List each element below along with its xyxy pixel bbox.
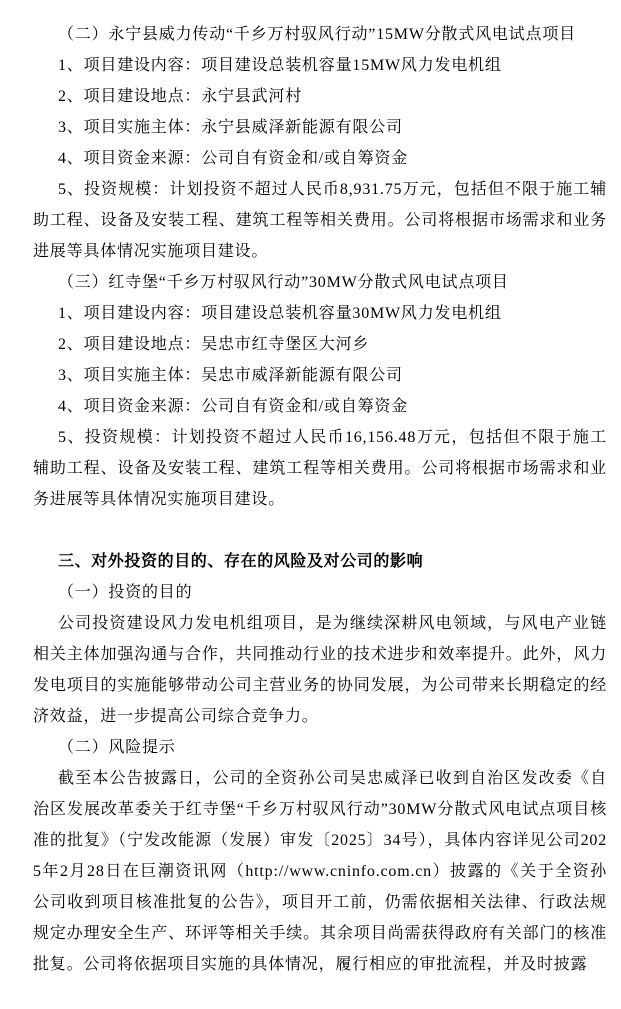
project3-investment-scale: 5、投资规模：计划投资不超过人民币16,156.48万元，包括但不限于施工辅助工程、设备及安装工程、建筑工程等相关费用。公司将根据市场需求和业务进展等具体情况实施项目建设。 bbox=[33, 429, 607, 508]
section-heading-project-3: （三）红寺堡“千乡万村驭风行动”30MW分散式风电试点项目 bbox=[58, 274, 509, 291]
heading-purpose-risk-impact: 三、对外投资的目的、存在的风险及对公司的影响 bbox=[58, 553, 424, 570]
project3-construction-content: 1、项目建设内容：项目建设总装机容量30MW风力发电机组 bbox=[58, 305, 502, 322]
project2-implementing-entity: 3、项目实施主体：永宁县威泽新能源有限公司 bbox=[58, 119, 403, 136]
subheading-investment-purpose: （一）投资的目的 bbox=[58, 584, 193, 601]
project2-funding-source: 4、项目资金来源：公司自有资金和/或自筹资金 bbox=[58, 150, 409, 167]
project3-funding-source: 4、项目资金来源：公司自有资金和/或自筹资金 bbox=[58, 398, 409, 415]
project3-implementing-entity: 3、项目实施主体：吴忠市威泽新能源有限公司 bbox=[58, 367, 403, 384]
para-investment-purpose: 公司投资建设风力发电机组项目，是为继续深耕风电领域，与风电产业链相关主体加强沟通与合作，共同推动行业的技术进步和效率提升。此外，风力发电项目的实施能够带动公司主营业务的协同发展，为公司带来长期稳定的经济效益，进一步提高公司综合竞争力。 bbox=[33, 615, 607, 725]
project2-construction-site: 2、项目建设地点：永宁县武河村 bbox=[58, 88, 303, 105]
project2-construction-content: 1、项目建设内容：项目建设总装机容量15MW风力发电机组 bbox=[58, 57, 502, 74]
subheading-risk-notice: （二）风险提示 bbox=[58, 739, 176, 756]
section-heading-project-2: （二）永宁县威力传动“千乡万村驭风行动”15MW分散式风电试点项目 bbox=[58, 26, 576, 43]
project3-construction-site: 2、项目建设地点：吴忠市红寺堡区大河乡 bbox=[58, 336, 370, 353]
project2-investment-scale: 5、投资规模：计划投资不超过人民币8,931.75万元，包括但不限于施工辅助工程、设备及安装工程、建筑工程等相关费用。公司将根据市场需求和业务进展等具体情况实施项目建设。 bbox=[33, 181, 607, 260]
blank-line-spacer bbox=[33, 515, 607, 546]
para-risk-notice: 截至本公告披露日，公司的全资孙公司吴忠威泽已收到自治区发改委《自治区发展改革委关于红寺堡“千乡万村驭风行动”30MW分散式风电试点项目核准的批复》（宁发改能源（发展）审发〔2025〕34号），具体内容详见公司2025年2月28日在巨潮资讯网（http://www.cninfo.com.cn）披露的《关于全资孙公司收到项目核准批复的公告》，项目开工前，仍需依据相关法律、行政法规规定办理安全生产、环评等相关手续。其余项目尚需获得政府有关部门的核准批复。公司将依据项目实施的具体情况，履行相应的审批流程，并及时披露 bbox=[33, 770, 607, 973]
